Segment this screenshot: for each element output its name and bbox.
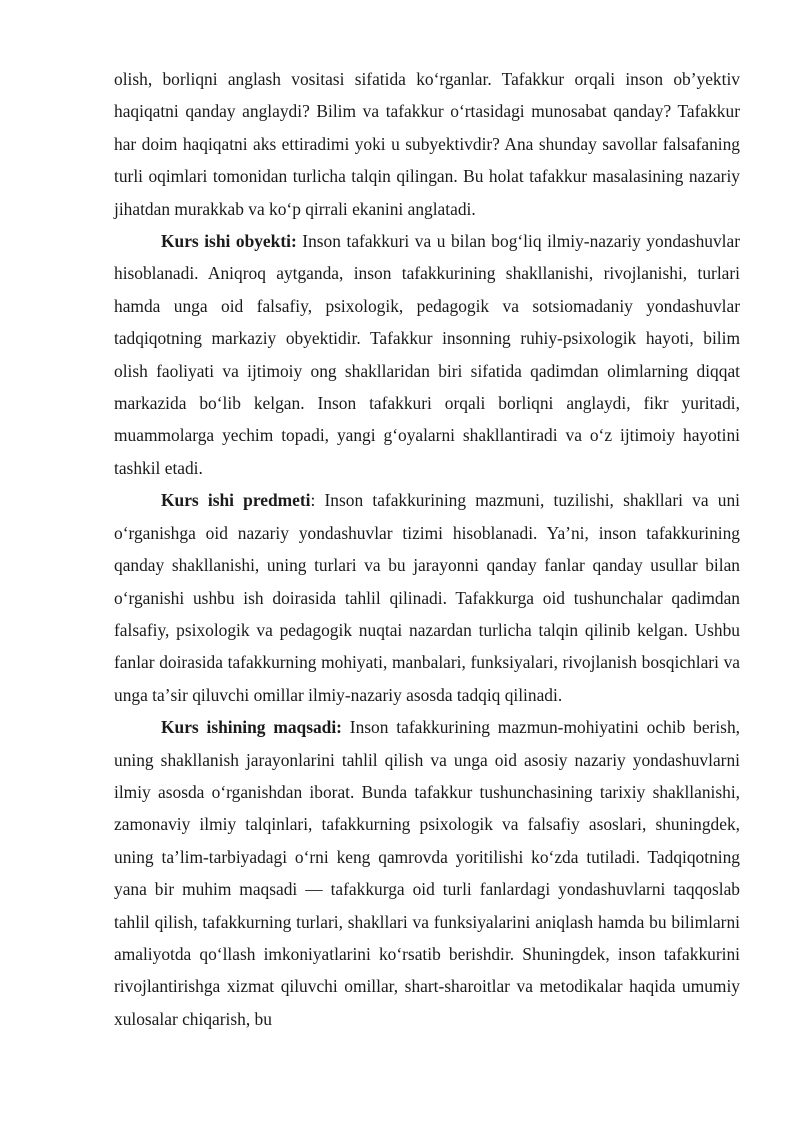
- paragraph-intro-text: olish, borliqni anglash vositasi sifatida koʻrganlar. Tafakkur orqali inson obʼyektiv haqiqatni qanday anglaydi? Bilim va tafakkur oʻrtasidagi munosabat qanday? Tafakkur har doim haqiqatni aks ettiradimi yoki u subyektivdir? Ana shunday savollar falsafaning turli oqimlari tomonidan turlicha talqin qilingan. Bu holat tafakkur masalasining nazariy jihatdan murakkab va koʻp qirrali ekanini anglatadi.: [114, 69, 740, 219]
- document-page: [114, 63, 740, 1035]
- goal-text: Inson tafakkurining mazmun-mohiyatini ochib berish, uning shakllanish jarayonlarini tahlil qilish va unga oid asosiy nazariy yondashuvlarni ilmiy asosda oʻrganishdan iborat. Bunda tafakkur tushunchasining tarixiy shakllanishi, zamonaviy ilmiy talqinlari, tafakkurning psixologik va falsafiy asoslari, shuningdek, uning taʼlim-tarbiyadagi oʻrni keng qamrovda yoritilishi koʻzda tutiladi. Tadqiqotning yana bir muhim maqsadi — tafakkurga oid turli fanlardagi yondashuvlarni taqqoslab tahlil qilish, tafakkurning turlari, shakllari va funksiyalarini aniqlash hamda bu bilimlarni amaliyotda qoʻllash imkoniyatlarini koʻrsatib berishdir. Shuningdek, inson tafakkurini rivojlantirishga xizmat qiluvchi omillar, shart-sharoitlar va metodikalar haqida umumiy xulosalar chiqarish, bu: [114, 717, 740, 1029]
- subject-heading: Kurs ishi predmeti: [161, 490, 311, 511]
- paragraph-object: [114, 225, 740, 484]
- paragraph-goal: [114, 711, 740, 1035]
- paragraph-subject: [114, 484, 740, 711]
- goal-heading: Kurs ishining maqsadi:: [161, 717, 342, 738]
- paragraph-intro: [114, 63, 740, 225]
- subject-text: : Inson tafakkurining mazmuni, tuzilishi, shakllari va uni oʻrganishga oid nazariy yondashuvlar tizimi hisoblanadi. Yaʼni, inson tafakkurining qanday shakllanishi, uning turlari va bu jarayonni qanday fanlar qanday usullar bilan oʻrganishi ushbu ish doirasida tahlil qilinadi. Tafakkurga oid tushunchalar qadimdan falsafiy, psixologik va pedagogik nuqtai nazardan turlicha talqin qilinib kelgan. Ushbu fanlar doirasida tafakkurning mohiyati, manbalari, funksiyalari, rivojlanish bosqichlari va unga taʼsir qiluvchi omillar ilmiy-nazariy asosda tadqiq qilinadi.: [114, 490, 740, 705]
- object-heading: Kurs ishi obyekti:: [161, 231, 297, 252]
- object-text: Inson tafakkuri va u bilan bogʻliq ilmiy-nazariy yondashuvlar hisoblanadi. Aniqroq aytganda, inson tafakkurining shakllanishi, rivojlanishi, turlari hamda unga oid falsafiy, psixologik, pedagogik va sotsiomadaniy yondashuvlar tadqiqotning markaziy obyektidir. Tafakkur insonning ruhiy-psixologik hayoti, bilim olish faoliyati va ijtimoiy ong shakllaridan biri sifatida qadimdan olimlarning diqqat markazida boʻlib kelgan. Inson tafakkuri orqali borliqni anglaydi, fikr yuritadi, muammolarga yechim topadi, yangi gʻoyalarni shakllantiradi va oʻz ijtimoiy hayotini tashkil etadi.: [114, 231, 740, 478]
